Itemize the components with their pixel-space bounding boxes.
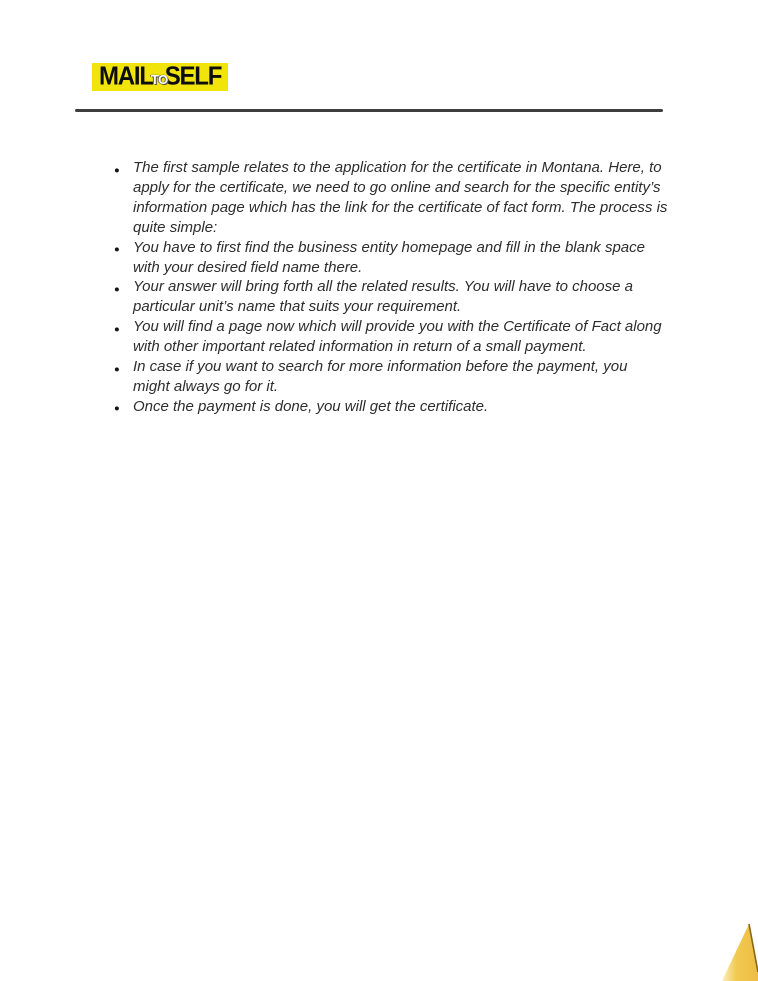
list-item: ● Once the payment is done, you will get the certificate. xyxy=(112,397,668,417)
logo-word-to: TO xyxy=(150,72,168,87)
corner-triangle-decoration xyxy=(718,923,758,981)
list-item: ● You have to first find the business entity homepage and fill in the blank space with your desired field name there. xyxy=(112,238,668,278)
logo-word-mail: MAIL xyxy=(99,61,153,92)
bullet-list-section xyxy=(112,158,668,417)
bullet-list xyxy=(112,158,668,417)
header-divider-line xyxy=(75,109,663,112)
list-item: ● In case if you want to search for more information before the payment, you might always go for it. xyxy=(112,357,668,397)
mail-to-self-logo xyxy=(92,63,228,91)
list-item: ● The first sample relates to the application for the certificate in Montana. Here, to apply for the certificate, we need to go online and search for the specific entity’s information page which has the link for the certificate of fact form. The process is quite simple: xyxy=(112,158,668,238)
list-item: ● You will find a page now which will provide you with the Certificate of Fact along with other important related information in return of a small payment. xyxy=(112,317,668,357)
list-item: ● Your answer will bring forth all the related results. You will have to choose a particular unit’s name that suits your requirement. xyxy=(112,277,668,317)
logo-word-self: SELF xyxy=(164,61,222,92)
